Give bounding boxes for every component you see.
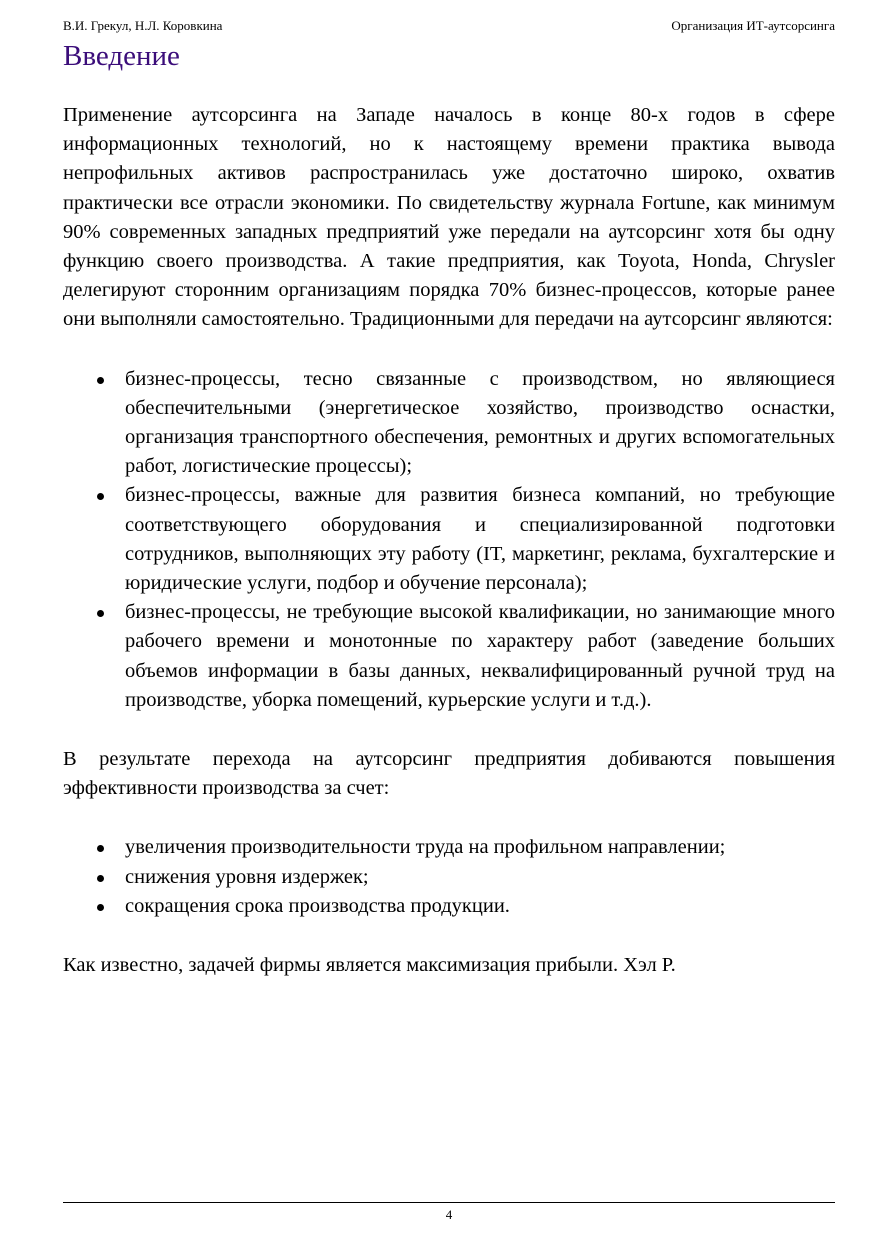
bullet-icon [97,904,104,911]
running-header [63,17,835,35]
header-book-title: Организация ИТ-аутсорсинга [671,18,835,33]
document-body [63,101,835,980]
efficiency-list [63,833,835,921]
closing-paragraph: Как известно, задачей фирмы является максимизация прибыли. Хэл Р. [63,954,676,977]
intro-paragraph: Применение аутсорсинга на Западе началось в конце 80-х годов в сфере информационных технологий, но к настоящему времени практика вывода непрофильных активов распространилась уже достаточно широко, охватив практически все отрасли экономики. По свидетельству журнала Fortune, как минимум 90% современных западных предприятий уже передали на аутсорсинг хотя бы одну функцию своего производства. А такие предприятия, как Toyota, Honda, Chrysler делегируют сторонним организациям порядка 70% бизнес-процессов, которые ранее они выполняли самостоятельно. Традиционными для передачи на аутсорсинг являются: [63,104,835,331]
section-title: Введение [63,40,180,72]
list-item-text: бизнес-процессы, важные для развития бизнеса компаний, но требующие соответствующего оборудования и специализированной подготовки сотрудников, выполняющих эту работу (IT, маркетинг, реклама, бухгалтерские и юридические услуги, подбор и обучение персонала); [125,484,835,595]
list-item-text: бизнес-процессы, тесно связанные с производством, но являющиеся обеспечительными (энергетическое хозяйство, производство оснастки, организация транспортного обеспечения, ремонтных и других вспомогательных работ, логистические процессы); [125,367,835,478]
list-item [63,598,835,715]
list-item [63,863,835,892]
outsourcing-list [63,365,835,715]
document-page [63,0,835,1241]
list-item [63,481,835,598]
page-number: 4 [445,1207,453,1222]
list-item [63,833,835,862]
bullet-icon [97,610,104,617]
result-paragraph: В результате перехода на аутсорсинг предприятия добиваются повышения эффективности производства за счет: [63,748,835,800]
list-item [63,365,835,482]
list-item-text: снижения уровня издержек; [125,865,369,888]
bullet-icon [97,875,104,882]
bullet-icon [97,845,104,852]
list-item-text: сокращения срока производства продукции. [125,894,510,917]
list-item-text: увеличения производительности труда на профильном направлении; [125,836,726,859]
list-item-text: бизнес-процессы, не требующие высокой квалификации, но занимающие много рабочего времени и монотонные по характеру работ (заведение больших объемов информации в базы данных, неквалифицированный ручной труд на производстве, уборка помещений, курьерские услуги и т.д.). [125,601,835,711]
footer-divider [63,1202,835,1203]
list-item [63,892,835,921]
header-authors: В.И. Грекул, Н.Л. Коровкина [63,18,223,33]
bullet-icon [97,377,104,384]
bullet-icon [97,493,104,500]
